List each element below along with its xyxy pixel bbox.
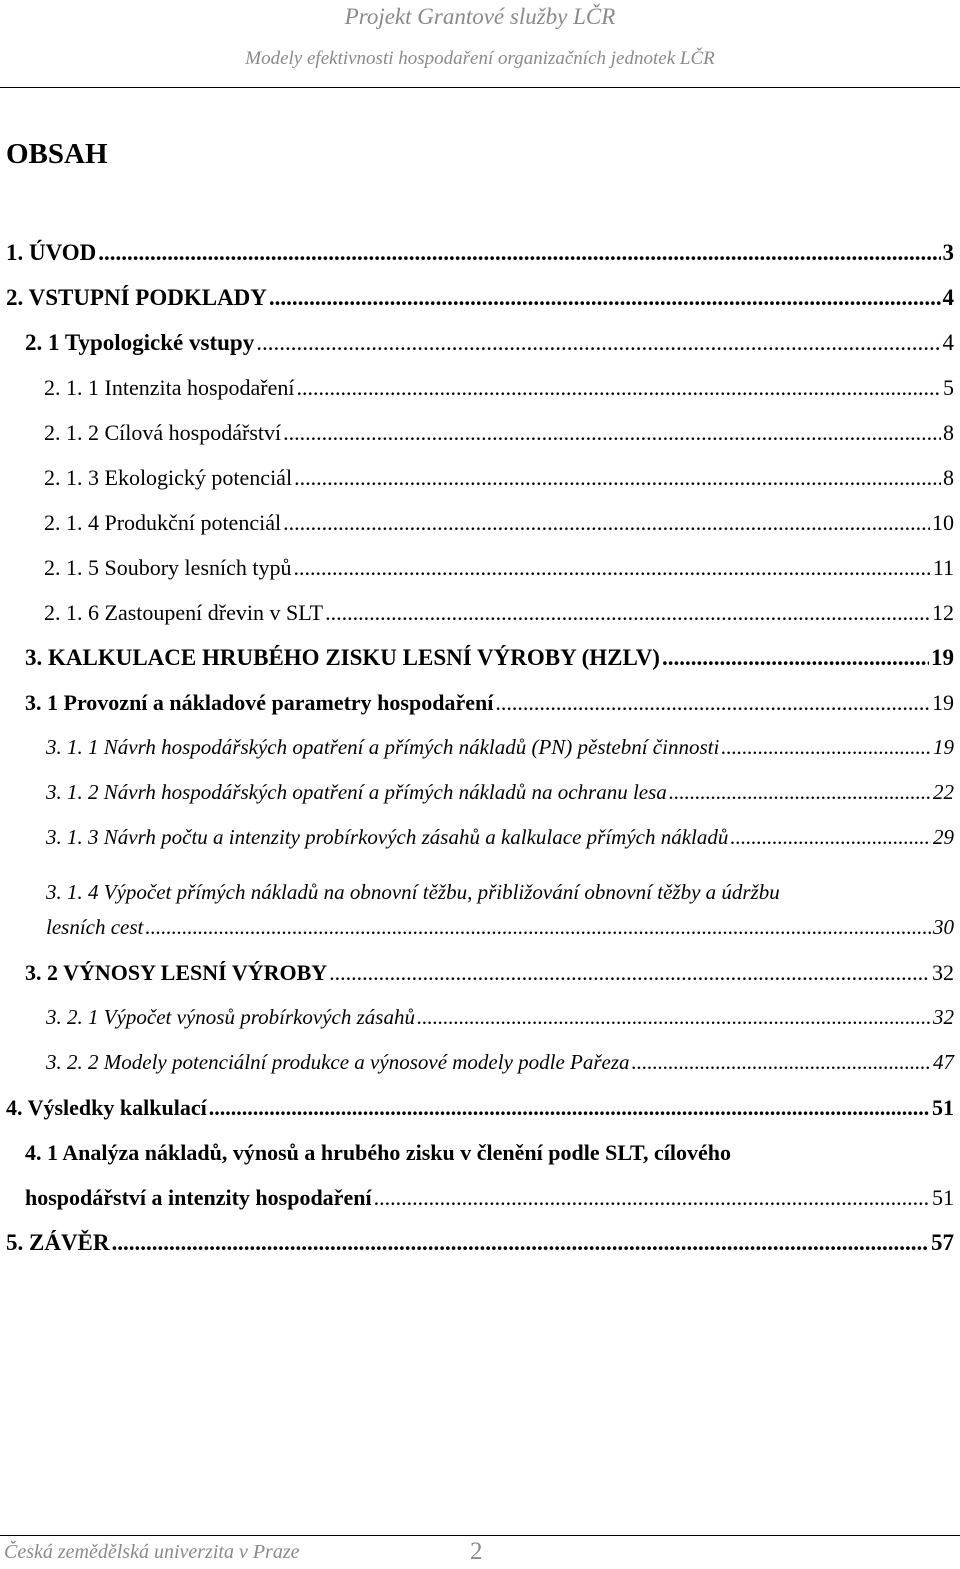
toc-entry-3-1-4-obnovni-tezba[interactable] xyxy=(46,915,954,955)
toc-entry-page: 10 xyxy=(932,510,954,535)
toc-entry-label: 2. 1. 5 Soubory lesních typů xyxy=(44,555,292,580)
toc-entry-page: 4 xyxy=(942,330,954,355)
toc-entry-5-zaver[interactable] xyxy=(6,1230,954,1270)
toc-entry-page: 32 xyxy=(933,1005,954,1029)
toc-entry-2-vstupni-podklady[interactable] xyxy=(6,285,954,325)
toc-leader-dots xyxy=(98,240,940,266)
toc-entry-page: 51 xyxy=(932,1185,954,1210)
toc-entry-2-1-5-soubory-lesnich-typu[interactable] xyxy=(44,555,954,595)
toc-leader-dots xyxy=(417,1005,931,1030)
toc-leader-dots xyxy=(209,1095,930,1121)
page-title: OBSAH xyxy=(6,138,108,170)
toc-entry-label: 2. 1. 3 Ekologický potenciál xyxy=(44,465,293,490)
footer-page-number: 2 xyxy=(470,1538,483,1565)
toc-entry-page: 32 xyxy=(932,960,954,985)
toc-entry-label: 2. 1 Typologické vstupy xyxy=(25,330,255,355)
toc-entry-label: hospodářství a intenzity hospodaření xyxy=(25,1185,372,1210)
toc-entry-4-vysledky-kalkulaci[interactable] xyxy=(6,1095,954,1135)
toc-entry-3-1-provozni-parametry[interactable] xyxy=(25,690,954,730)
toc-entry-page: 47 xyxy=(933,1050,954,1074)
toc-entry-2-1-4-produkcni-potencial[interactable] xyxy=(44,510,954,550)
header-project-title: Projekt Grantové služby LČR xyxy=(344,4,616,29)
toc-entry-3-2-vynosy-lesni-vyroby[interactable] xyxy=(25,960,954,1000)
toc-entry-page: 30 xyxy=(933,915,954,939)
toc-entry-page: 19 xyxy=(931,645,954,670)
toc-leader-dots xyxy=(669,780,931,805)
toc-entry-page: 5 xyxy=(943,375,954,400)
toc-entry-page: 4 xyxy=(942,285,954,310)
toc-entry-3-1-3-probirkove-zasahy[interactable] xyxy=(46,825,954,865)
toc-entry-label: 3. 2. 2 Modely potenciální produkce a výnosové modely podle Pařeza xyxy=(46,1050,630,1074)
toc-entry-page: 57 xyxy=(931,1230,954,1255)
toc-entry-label: 2. VSTUPNÍ PODKLADY xyxy=(6,285,267,310)
toc-entry-page: 3 xyxy=(942,240,954,265)
toc-leader-dots xyxy=(662,645,929,671)
toc-entry-4-1-line1[interactable]: 4. 1 Analýza nákladů, výnosů a hrubého zisku v členění podle SLT, cílového xyxy=(25,1140,732,1165)
toc-entry-label: 4. Výsledky kalkulací xyxy=(6,1095,207,1120)
toc-entry-page: 29 xyxy=(933,825,954,849)
toc-entry-3-kalkulace-hzlv[interactable] xyxy=(25,645,954,685)
toc-entry-label: 3. 1 Provozní a nákladové parametry hospodaření xyxy=(25,690,494,715)
toc-entry-3-1-4-line1[interactable]: 3. 1. 4 Výpočet přímých nákladů na obnovní těžbu, přibližování obnovní těžby a údržbu xyxy=(46,880,780,904)
toc-entry-2-1-6-zastoupeni-drevin[interactable] xyxy=(44,600,954,640)
toc-entry-2-1-typologicke-vstupy[interactable] xyxy=(25,330,954,370)
toc-leader-dots xyxy=(297,375,942,401)
toc-entry-3-1-2-ochrana-lesa[interactable] xyxy=(46,780,954,820)
toc-entry-2-1-2-cilova-hospodarstvi[interactable] xyxy=(44,420,954,460)
toc-leader-dots xyxy=(721,735,931,760)
toc-entry-label: 2. 1. 4 Produkční potenciál xyxy=(44,510,282,535)
toc-entry-label: 3. KALKULACE HRUBÉHO ZISKU LESNÍ VÝROBY (HZLV) xyxy=(25,645,660,670)
toc-leader-dots xyxy=(269,285,941,311)
toc-entry-page: 11 xyxy=(932,555,954,580)
toc-leader-dots xyxy=(112,1230,929,1256)
toc-entry-2-1-1-intenzita[interactable] xyxy=(44,375,954,415)
toc-entry-label: lesních cest xyxy=(46,915,144,939)
toc-leader-dots xyxy=(283,420,941,446)
toc-leader-dots xyxy=(374,1185,930,1211)
toc-leader-dots xyxy=(325,600,930,626)
toc-entry-label: 2. 1. 1 Intenzita hospodaření xyxy=(44,375,295,400)
toc-entry-page: 19 xyxy=(933,735,954,759)
toc-entry-label: 3. 2. 1 Výpočet výnosů probírkových zásahů xyxy=(46,1005,415,1029)
toc-entry-page: 51 xyxy=(932,1095,954,1120)
header-divider xyxy=(0,87,960,88)
toc-leader-dots xyxy=(145,915,931,940)
footer-divider xyxy=(0,1535,960,1536)
toc-leader-dots xyxy=(294,555,931,581)
toc-entry-3-2-2-modely-pareza[interactable] xyxy=(46,1050,954,1090)
toc-entry-label: 3. 2 VÝNOSY LESNÍ VÝROBY xyxy=(25,960,328,985)
header-document-title: Modely efektivnosti hospodaření organizačních jednotek LČR xyxy=(245,48,715,69)
toc-leader-dots xyxy=(329,960,930,986)
toc-entry-label: 5. ZÁVĚR xyxy=(6,1230,110,1255)
toc-leader-dots xyxy=(283,510,930,536)
toc-entry-3-1-1-pestebni-cinnost[interactable] xyxy=(46,735,954,775)
toc-entry-page: 19 xyxy=(932,690,954,715)
toc-entry-1-uvod[interactable] xyxy=(6,240,954,280)
toc-entry-page: 22 xyxy=(933,780,954,804)
toc-entry-3-2-1-vynosy-probirek[interactable] xyxy=(46,1005,954,1045)
toc-leader-dots xyxy=(256,330,940,356)
toc-entry-page: 12 xyxy=(932,600,954,625)
toc-entry-label: 3. 1. 1 Návrh hospodářských opatření a přímých nákladů (PN) pěstební činnosti xyxy=(46,735,720,759)
footer-institution: Česká zemědělská univerzita v Praze xyxy=(4,1541,300,1563)
toc-entry-label: 2. 1. 2 Cílová hospodářství xyxy=(44,420,282,445)
toc-entry-2-1-3-ekologicky-potencial[interactable] xyxy=(44,465,954,505)
toc-entry-label: 3. 1. 2 Návrh hospodářských opatření a přímých nákladů na ochranu lesa xyxy=(46,780,667,804)
toc-leader-dots xyxy=(495,690,930,716)
toc-entry-page: 8 xyxy=(943,465,954,490)
toc-entry-label: 2. 1. 6 Zastoupení dřevin v SLT xyxy=(44,600,324,625)
toc-entry-label: 1. ÚVOD xyxy=(6,240,97,265)
toc-entry-4-1-analyza-nakladu[interactable] xyxy=(25,1185,954,1225)
toc-entry-page: 8 xyxy=(943,420,954,445)
toc-entry-label: 3. 1. 3 Návrh počtu a intenzity probírkových zásahů a kalkulace přímých nákladů xyxy=(46,825,729,849)
toc-leader-dots xyxy=(730,825,931,850)
toc-leader-dots xyxy=(294,465,941,491)
toc-leader-dots xyxy=(632,1050,931,1075)
